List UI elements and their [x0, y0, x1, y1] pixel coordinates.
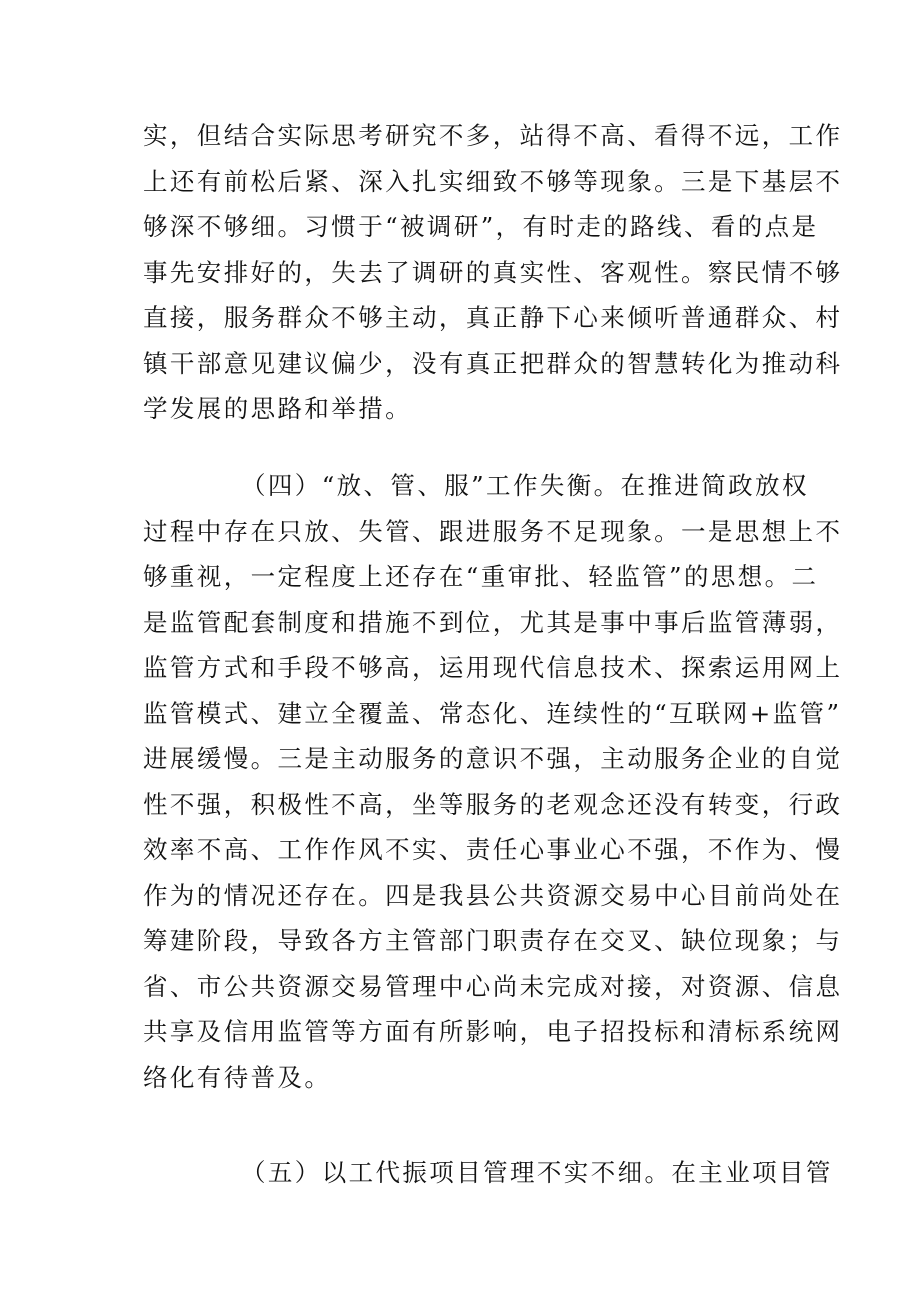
text-line: 事先安排好的，失去了调研的真实性、客观性。察民情不够 — [143, 257, 843, 287]
text-line: 镇干部意见建议偏少，没有真正把群众的智慧转化为推动科 — [143, 348, 843, 378]
text-line: 共享及信用监管等方面有所影响，电子招投标和清标系统网 — [143, 1017, 843, 1046]
text-line: 学发展的思路和举措。 — [143, 394, 412, 423]
section-heading-line: （五）以工代振项目管理不实不细。在主业项目管 — [241, 1158, 833, 1187]
paragraph-research-issues — [143, 113, 843, 432]
section-heading-line: （四）“放、管、服”工作失衡。在推进简政放权 — [241, 471, 809, 500]
text-line: 直接，服务群众不够主动，真正静下心来倾听普通群众、村 — [143, 303, 843, 332]
text-line: 进展缓慢。三是主动服务的意识不强，主动服务企业的自觉 — [143, 744, 843, 773]
paragraph-section-four — [143, 463, 843, 1100]
text-line: 实，但结合实际思考研究不多，站得不高、看得不远，工作 — [143, 121, 843, 150]
text-line: 监管方式和手段不够高，运用现代信息技术、探索运用网上 — [143, 653, 843, 682]
text-line: 上还有前松后紧、深入扎实细致不够等现象。三是下基层不 — [143, 166, 843, 196]
text-line: 作为的情况还存在。四是我县公共资源交易中心目前尚处在 — [143, 880, 843, 910]
text-line: 性不强，积极性不高，坐等服务的老观念还没有转变，行政 — [143, 789, 843, 819]
text-line: 是监管配套制度和措施不到位，尤其是事中事后监管薄弱， — [143, 607, 843, 637]
text-line: 省、市公共资源交易管理中心尚未完成对接，对资源、信息 — [143, 971, 843, 1001]
paragraph-section-five — [143, 1150, 833, 1196]
text-line: 够重视，一定程度上还存在“重审批、轻监管”的思想。二 — [143, 562, 819, 591]
text-line: 监管模式、建立全覆盖、常态化、连续性的“互联网+监管” — [143, 698, 842, 728]
text-line: 效率不高、工作作风不实、责任心事业心不强，不作为、慢 — [143, 835, 843, 864]
text-line: 络化有待普及。 — [143, 1062, 332, 1092]
text-line: 够深不够细。习惯于“被调研”，有时走的路线、看的点是 — [143, 212, 819, 241]
text-line: 过程中存在只放、失管、跟进服务不足现象。一是思想上不 — [143, 516, 843, 546]
text-line: 筹建阶段，导致各方主管部门职责存在交叉、缺位现象；与 — [143, 926, 843, 955]
